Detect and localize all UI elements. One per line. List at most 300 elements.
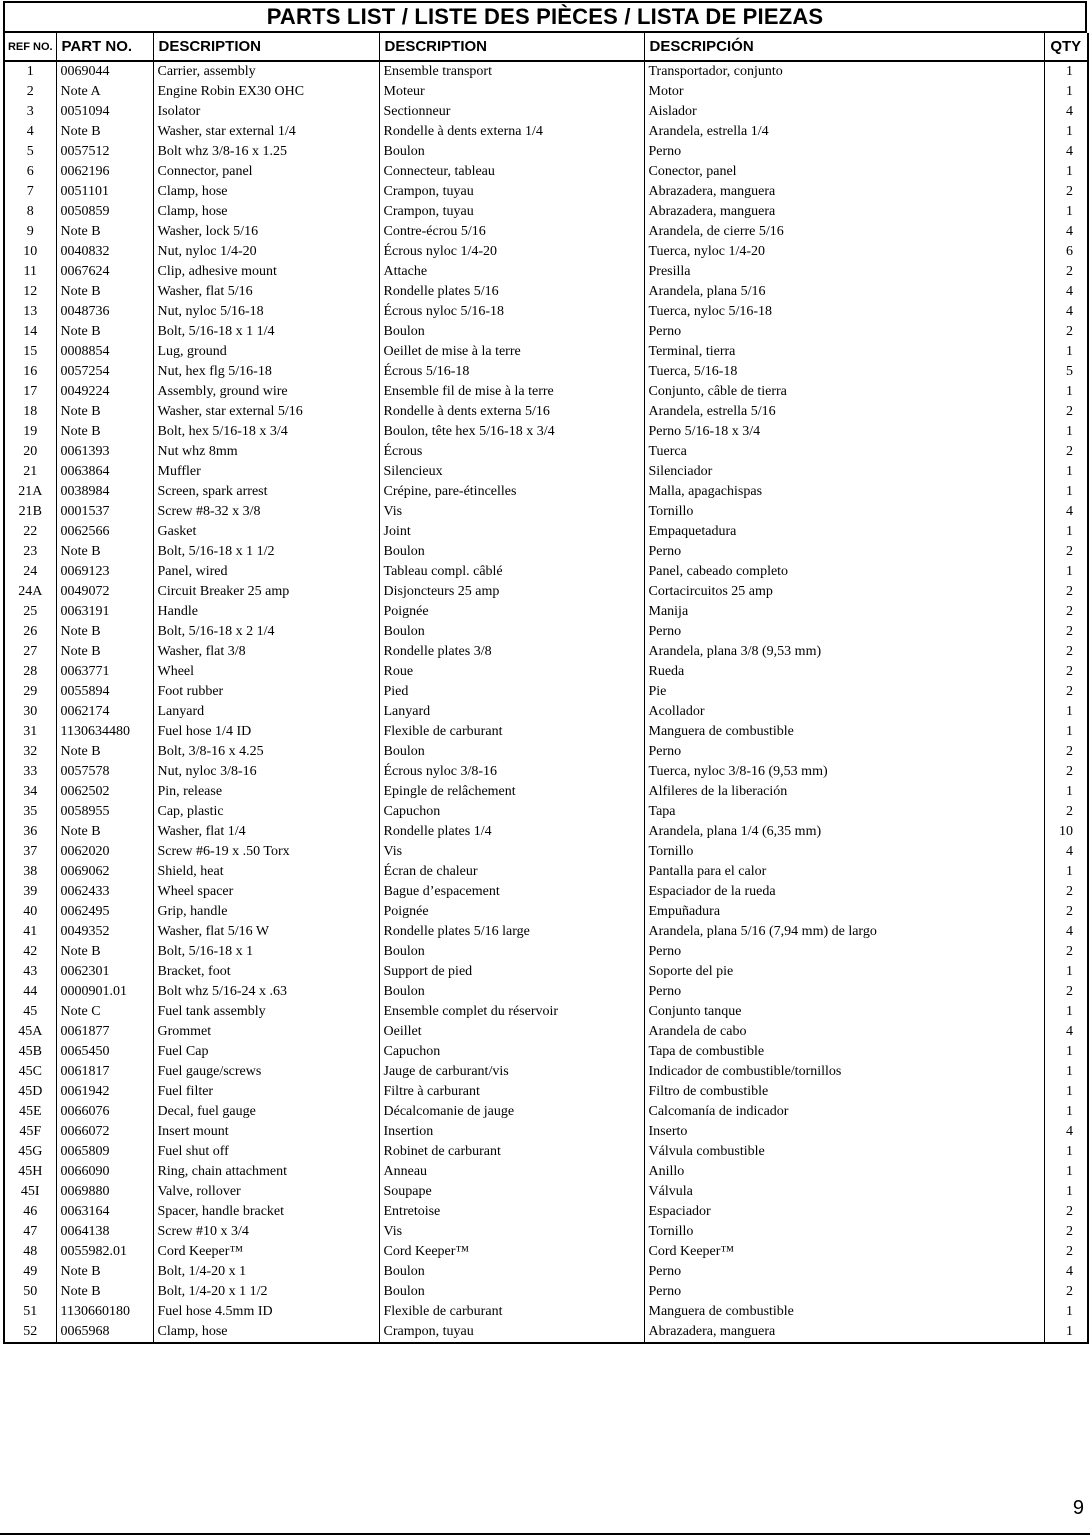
description-en-cell: Screw #6-19 x .50 Torx — [153, 842, 379, 862]
ref-no-cell: 7 — [4, 182, 56, 202]
description-en-cell: Bolt, 5/16-18 x 1 1/2 — [153, 542, 379, 562]
ref-no-cell: 45 — [4, 1002, 56, 1022]
description-en-cell: Bolt, 5/16-18 x 2 1/4 — [153, 622, 379, 642]
description-fr-cell: Oeillet — [379, 1022, 644, 1042]
part-no-cell: 0063191 — [56, 602, 153, 622]
ref-no-cell: 13 — [4, 302, 56, 322]
description-fr-cell: Anneau — [379, 1162, 644, 1182]
description-es-cell: Motor — [644, 82, 1044, 102]
description-es-cell: Perno — [644, 742, 1044, 762]
table-row — [4, 1222, 1088, 1242]
description-fr-cell: Entretoise — [379, 1202, 644, 1222]
footer-rule — [0, 1533, 1090, 1535]
description-en-cell: Spacer, handle bracket — [153, 1202, 379, 1222]
qty-cell: 1 — [1044, 782, 1088, 802]
description-es-cell: Arandela, plana 5/16 (7,94 mm) de largo — [644, 922, 1044, 942]
table-row — [4, 1062, 1088, 1082]
ref-no-cell: 15 — [4, 342, 56, 362]
table-row — [4, 1322, 1088, 1343]
qty-cell: 2 — [1044, 942, 1088, 962]
part-no-cell: Note B — [56, 422, 153, 442]
part-no-cell: 1130660180 — [56, 1302, 153, 1322]
table-row — [4, 362, 1088, 382]
table-row — [4, 1162, 1088, 1182]
description-es-cell: Arandela, plana 3/8 (9,53 mm) — [644, 642, 1044, 662]
part-no-cell: 0057512 — [56, 142, 153, 162]
ref-no-cell: 21A — [4, 482, 56, 502]
description-es-cell: Silenciador — [644, 462, 1044, 482]
table-row — [4, 1022, 1088, 1042]
table-row — [4, 182, 1088, 202]
description-en-cell: Pin, release — [153, 782, 379, 802]
table-row — [4, 282, 1088, 302]
ref-no-cell: 39 — [4, 882, 56, 902]
description-es-cell: Soporte del pie — [644, 962, 1044, 982]
description-en-cell: Bolt, hex 5/16-18 x 3/4 — [153, 422, 379, 442]
part-no-cell: Note B — [56, 1282, 153, 1302]
qty-cell: 1 — [1044, 562, 1088, 582]
qty-cell: 1 — [1044, 722, 1088, 742]
description-en-cell: Clip, adhesive mount — [153, 262, 379, 282]
qty-cell: 1 — [1044, 1162, 1088, 1182]
qty-cell: 2 — [1044, 762, 1088, 782]
description-es-cell: Espaciador de la rueda — [644, 882, 1044, 902]
ref-no-cell: 45D — [4, 1082, 56, 1102]
ref-no-cell: 33 — [4, 762, 56, 782]
description-en-cell: Grip, handle — [153, 902, 379, 922]
description-en-cell: Engine Robin EX30 OHC — [153, 82, 379, 102]
table-row — [4, 1202, 1088, 1222]
description-es-cell: Perno — [644, 982, 1044, 1002]
table-row — [4, 302, 1088, 322]
part-no-cell: 0065809 — [56, 1142, 153, 1162]
qty-cell: 2 — [1044, 1242, 1088, 1262]
qty-cell: 2 — [1044, 402, 1088, 422]
qty-cell: 1 — [1044, 1322, 1088, 1343]
part-no-cell: 0069044 — [56, 61, 153, 82]
qty-cell: 1 — [1044, 1302, 1088, 1322]
part-no-cell: Note B — [56, 742, 153, 762]
table-row — [4, 762, 1088, 782]
table-row — [4, 1302, 1088, 1322]
qty-cell: 2 — [1044, 662, 1088, 682]
table-row — [4, 402, 1088, 422]
description-es-cell: Perno — [644, 622, 1044, 642]
table-row — [4, 862, 1088, 882]
ref-no-cell: 16 — [4, 362, 56, 382]
qty-cell: 2 — [1044, 1202, 1088, 1222]
qty-cell: 1 — [1044, 1142, 1088, 1162]
description-fr-cell: Soupape — [379, 1182, 644, 1202]
description-es-cell: Inserto — [644, 1122, 1044, 1142]
part-no-cell: 0062502 — [56, 782, 153, 802]
qty-cell: 2 — [1044, 1282, 1088, 1302]
table-row — [4, 142, 1088, 162]
description-en-cell: Wheel spacer — [153, 882, 379, 902]
page-number: 9 — [1072, 1497, 1084, 1519]
table-row — [4, 1042, 1088, 1062]
table-row — [4, 1182, 1088, 1202]
qty-cell: 2 — [1044, 682, 1088, 702]
description-fr-cell: Boulon — [379, 622, 644, 642]
qty-cell: 1 — [1044, 462, 1088, 482]
description-es-cell: Empuñadura — [644, 902, 1044, 922]
qty-cell: 1 — [1044, 162, 1088, 182]
qty-cell: 4 — [1044, 1122, 1088, 1142]
description-es-cell: Panel, cabeado completo — [644, 562, 1044, 582]
part-no-cell: 0062174 — [56, 702, 153, 722]
part-no-cell: Note B — [56, 1262, 153, 1282]
table-row — [4, 122, 1088, 142]
table-row — [4, 942, 1088, 962]
description-en-cell: Lanyard — [153, 702, 379, 722]
description-en-cell: Fuel filter — [153, 1082, 379, 1102]
part-no-cell: 0040832 — [56, 242, 153, 262]
description-fr-cell: Attache — [379, 262, 644, 282]
part-no-cell: 0062495 — [56, 902, 153, 922]
description-fr-cell: Écrous 5/16-18 — [379, 362, 644, 382]
ref-no-cell: 46 — [4, 1202, 56, 1222]
ref-no-cell: 24 — [4, 562, 56, 582]
description-fr-cell: Jauge de carburant/vis — [379, 1062, 644, 1082]
description-es-cell: Calcomanía de indicador — [644, 1102, 1044, 1122]
ref-no-cell: 28 — [4, 662, 56, 682]
description-en-cell: Insert mount — [153, 1122, 379, 1142]
description-en-cell: Fuel shut off — [153, 1142, 379, 1162]
qty-cell: 1 — [1044, 962, 1088, 982]
description-es-cell: Arandela, estrella 5/16 — [644, 402, 1044, 422]
qty-cell: 4 — [1044, 1262, 1088, 1282]
qty-cell: 4 — [1044, 282, 1088, 302]
description-es-cell: Perno 5/16-18 x 3/4 — [644, 422, 1044, 442]
description-fr-cell: Décalcomanie de jauge — [379, 1102, 644, 1122]
table-row — [4, 342, 1088, 362]
part-no-cell: 0058955 — [56, 802, 153, 822]
description-es-cell: Manguera de combustible — [644, 722, 1044, 742]
qty-cell: 2 — [1044, 622, 1088, 642]
description-en-cell: Valve, rollover — [153, 1182, 379, 1202]
description-es-cell: Conjunto, câble de tierra — [644, 382, 1044, 402]
header-description-en: DESCRIPTION — [153, 33, 379, 61]
qty-cell: 1 — [1044, 382, 1088, 402]
part-no-cell: 0050859 — [56, 202, 153, 222]
qty-cell: 2 — [1044, 982, 1088, 1002]
table-row — [4, 522, 1088, 542]
description-fr-cell: Flexible de carburant — [379, 1302, 644, 1322]
qty-cell: 2 — [1044, 182, 1088, 202]
qty-cell: 2 — [1044, 442, 1088, 462]
description-fr-cell: Sectionneur — [379, 102, 644, 122]
part-no-cell: 0048736 — [56, 302, 153, 322]
description-fr-cell: Boulon — [379, 1282, 644, 1302]
description-fr-cell: Boulon — [379, 322, 644, 342]
qty-cell: 1 — [1044, 1102, 1088, 1122]
description-fr-cell: Crampon, tuyau — [379, 182, 644, 202]
table-row — [4, 822, 1088, 842]
description-fr-cell: Boulon — [379, 982, 644, 1002]
qty-cell: 5 — [1044, 362, 1088, 382]
description-fr-cell: Vis — [379, 842, 644, 862]
description-en-cell: Fuel Cap — [153, 1042, 379, 1062]
part-no-cell: Note B — [56, 322, 153, 342]
ref-no-cell: 32 — [4, 742, 56, 762]
description-es-cell: Tuerca, nyloc 1/4-20 — [644, 242, 1044, 262]
part-no-cell: Note A — [56, 82, 153, 102]
part-no-cell: 0062566 — [56, 522, 153, 542]
description-en-cell: Handle — [153, 602, 379, 622]
description-fr-cell: Écrous nyloc 5/16-18 — [379, 302, 644, 322]
description-fr-cell: Ensemble complet du réservoir — [379, 1002, 644, 1022]
description-en-cell: Muffler — [153, 462, 379, 482]
qty-cell: 2 — [1044, 542, 1088, 562]
description-es-cell: Acollador — [644, 702, 1044, 722]
part-no-cell: 0064138 — [56, 1222, 153, 1242]
qty-cell: 2 — [1044, 882, 1088, 902]
qty-cell: 4 — [1044, 102, 1088, 122]
ref-no-cell: 37 — [4, 842, 56, 862]
description-es-cell: Anillo — [644, 1162, 1044, 1182]
table-row — [4, 222, 1088, 242]
description-en-cell: Bracket, foot — [153, 962, 379, 982]
table-row — [4, 742, 1088, 762]
page-title: PARTS LIST / LISTE DES PIÈCES / LISTA DE PIEZAS — [266, 4, 824, 29]
qty-cell: 1 — [1044, 862, 1088, 882]
part-no-cell: Note B — [56, 222, 153, 242]
description-es-cell: Conector, panel — [644, 162, 1044, 182]
description-es-cell: Perno — [644, 942, 1044, 962]
description-fr-cell: Poignée — [379, 902, 644, 922]
description-es-cell: Cortacircuitos 25 amp — [644, 582, 1044, 602]
description-fr-cell: Rondelle à dents externa 5/16 — [379, 402, 644, 422]
part-no-cell: 0000901.01 — [56, 982, 153, 1002]
ref-no-cell: 22 — [4, 522, 56, 542]
description-en-cell: Bolt, 5/16-18 x 1 — [153, 942, 379, 962]
parts-list-sheet — [3, 1, 1087, 1344]
description-fr-cell: Crépine, pare-étincelles — [379, 482, 644, 502]
description-es-cell: Válvula combustible — [644, 1142, 1044, 1162]
description-fr-cell: Capuchon — [379, 1042, 644, 1062]
ref-no-cell: 4 — [4, 122, 56, 142]
description-fr-cell: Vis — [379, 1222, 644, 1242]
description-fr-cell: Rondelle à dents externa 1/4 — [379, 122, 644, 142]
part-no-cell: 0066076 — [56, 1102, 153, 1122]
description-fr-cell: Écran de chaleur — [379, 862, 644, 882]
description-fr-cell: Ensemble fil de mise à la terre — [379, 382, 644, 402]
description-es-cell: Perno — [644, 1282, 1044, 1302]
description-es-cell: Abrazadera, manguera — [644, 202, 1044, 222]
description-fr-cell: Silencieux — [379, 462, 644, 482]
header-row — [4, 33, 1088, 61]
description-en-cell: Nut, hex flg 5/16-18 — [153, 362, 379, 382]
description-fr-cell: Poignée — [379, 602, 644, 622]
part-no-cell: Note B — [56, 282, 153, 302]
description-es-cell: Tapa de combustible — [644, 1042, 1044, 1062]
table-row — [4, 962, 1088, 982]
description-en-cell: Gasket — [153, 522, 379, 542]
description-es-cell: Tornillo — [644, 502, 1044, 522]
ref-no-cell: 45H — [4, 1162, 56, 1182]
description-es-cell: Empaquetadura — [644, 522, 1044, 542]
ref-no-cell: 47 — [4, 1222, 56, 1242]
description-fr-cell: Roue — [379, 662, 644, 682]
parts-table — [3, 33, 1089, 1344]
ref-no-cell: 6 — [4, 162, 56, 182]
description-en-cell: Screw #8-32 x 3/8 — [153, 502, 379, 522]
description-fr-cell: Capuchon — [379, 802, 644, 822]
ref-no-cell: 45B — [4, 1042, 56, 1062]
table-row — [4, 1282, 1088, 1302]
description-fr-cell: Filtre à carburant — [379, 1082, 644, 1102]
description-en-cell: Circuit Breaker 25 amp — [153, 582, 379, 602]
ref-no-cell: 17 — [4, 382, 56, 402]
qty-cell: 1 — [1044, 1002, 1088, 1022]
ref-no-cell: 1 — [4, 61, 56, 82]
table-row — [4, 642, 1088, 662]
description-fr-cell: Flexible de carburant — [379, 722, 644, 742]
description-en-cell: Foot rubber — [153, 682, 379, 702]
description-es-cell: Tuerca — [644, 442, 1044, 462]
description-fr-cell: Robinet de carburant — [379, 1142, 644, 1162]
description-en-cell: Washer, flat 1/4 — [153, 822, 379, 842]
header-ref-no: REF NO. — [4, 33, 56, 61]
description-es-cell: Transportador, conjunto — [644, 61, 1044, 82]
table-row — [4, 1122, 1088, 1142]
description-fr-cell: Connecteur, tableau — [379, 162, 644, 182]
table-row — [4, 462, 1088, 482]
table-row — [4, 82, 1088, 102]
qty-cell: 4 — [1044, 1022, 1088, 1042]
description-en-cell: Clamp, hose — [153, 182, 379, 202]
qty-cell: 1 — [1044, 61, 1088, 82]
part-no-cell: Note B — [56, 402, 153, 422]
description-es-cell: Válvula — [644, 1182, 1044, 1202]
description-en-cell: Decal, fuel gauge — [153, 1102, 379, 1122]
table-row — [4, 802, 1088, 822]
description-fr-cell: Boulon — [379, 1262, 644, 1282]
description-en-cell: Nut, nyloc 5/16-18 — [153, 302, 379, 322]
description-es-cell: Aislador — [644, 102, 1044, 122]
qty-cell: 6 — [1044, 242, 1088, 262]
description-fr-cell: Écrous — [379, 442, 644, 462]
parts-table-body — [4, 61, 1088, 1343]
qty-cell: 2 — [1044, 1222, 1088, 1242]
part-no-cell: 0001537 — [56, 502, 153, 522]
qty-cell: 2 — [1044, 802, 1088, 822]
description-en-cell: Bolt, 1/4-20 x 1 — [153, 1262, 379, 1282]
part-no-cell: 0061817 — [56, 1062, 153, 1082]
ref-no-cell: 45I — [4, 1182, 56, 1202]
table-row — [4, 1262, 1088, 1282]
ref-no-cell: 45F — [4, 1122, 56, 1142]
description-es-cell: Perno — [644, 322, 1044, 342]
description-en-cell: Fuel hose 4.5mm ID — [153, 1302, 379, 1322]
ref-no-cell: 20 — [4, 442, 56, 462]
part-no-cell: 0063864 — [56, 462, 153, 482]
part-no-cell: Note B — [56, 542, 153, 562]
description-en-cell: Fuel tank assembly — [153, 1002, 379, 1022]
part-no-cell: 0062433 — [56, 882, 153, 902]
ref-no-cell: 2 — [4, 82, 56, 102]
description-en-cell: Panel, wired — [153, 562, 379, 582]
ref-no-cell: 31 — [4, 722, 56, 742]
description-es-cell: Tornillo — [644, 1222, 1044, 1242]
ref-no-cell: 43 — [4, 962, 56, 982]
header-description-es: DESCRIPCIÓN — [644, 33, 1044, 61]
qty-cell: 4 — [1044, 302, 1088, 322]
ref-no-cell: 12 — [4, 282, 56, 302]
table-row — [4, 982, 1088, 1002]
description-en-cell: Cord Keeper™ — [153, 1242, 379, 1262]
ref-no-cell: 49 — [4, 1262, 56, 1282]
part-no-cell: 0049224 — [56, 382, 153, 402]
description-es-cell: Abrazadera, manguera — [644, 182, 1044, 202]
part-no-cell: 0038984 — [56, 482, 153, 502]
header-part-no: PART NO. — [56, 33, 153, 61]
description-en-cell: Shield, heat — [153, 862, 379, 882]
ref-no-cell: 45C — [4, 1062, 56, 1082]
table-row — [4, 202, 1088, 222]
part-no-cell: 0055982.01 — [56, 1242, 153, 1262]
qty-cell: 2 — [1044, 262, 1088, 282]
part-no-cell: 0063164 — [56, 1202, 153, 1222]
table-row — [4, 842, 1088, 862]
ref-no-cell: 8 — [4, 202, 56, 222]
ref-no-cell: 23 — [4, 542, 56, 562]
ref-no-cell: 26 — [4, 622, 56, 642]
part-no-cell: 0065450 — [56, 1042, 153, 1062]
description-en-cell: Nut, nyloc 1/4-20 — [153, 242, 379, 262]
description-fr-cell: Crampon, tuyau — [379, 1322, 644, 1343]
ref-no-cell: 34 — [4, 782, 56, 802]
part-no-cell: Note B — [56, 822, 153, 842]
table-row — [4, 582, 1088, 602]
description-en-cell: Screen, spark arrest — [153, 482, 379, 502]
table-row — [4, 602, 1088, 622]
description-fr-cell: Crampon, tuyau — [379, 202, 644, 222]
table-row — [4, 502, 1088, 522]
header-qty: QTY — [1044, 33, 1088, 61]
ref-no-cell: 41 — [4, 922, 56, 942]
description-en-cell: Carrier, assembly — [153, 61, 379, 82]
part-no-cell: 0069880 — [56, 1182, 153, 1202]
description-es-cell: Perno — [644, 542, 1044, 562]
table-row — [4, 242, 1088, 262]
table-row — [4, 382, 1088, 402]
description-es-cell: Cord Keeper™ — [644, 1242, 1044, 1262]
qty-cell: 1 — [1044, 1042, 1088, 1062]
description-en-cell: Cap, plastic — [153, 802, 379, 822]
description-en-cell: Washer, flat 5/16 W — [153, 922, 379, 942]
ref-no-cell: 10 — [4, 242, 56, 262]
title-box — [3, 1, 1087, 33]
description-fr-cell: Boulon, tête hex 5/16-18 x 3/4 — [379, 422, 644, 442]
description-fr-cell: Vis — [379, 502, 644, 522]
qty-cell: 10 — [1044, 822, 1088, 842]
table-row — [4, 902, 1088, 922]
ref-no-cell: 35 — [4, 802, 56, 822]
ref-no-cell: 51 — [4, 1302, 56, 1322]
ref-no-cell: 9 — [4, 222, 56, 242]
table-row — [4, 782, 1088, 802]
description-en-cell: Nut whz 8mm — [153, 442, 379, 462]
description-fr-cell: Epingle de relâchement — [379, 782, 644, 802]
part-no-cell: 0055894 — [56, 682, 153, 702]
qty-cell: 4 — [1044, 222, 1088, 242]
part-no-cell: 0065968 — [56, 1322, 153, 1343]
qty-cell: 1 — [1044, 522, 1088, 542]
qty-cell: 2 — [1044, 602, 1088, 622]
description-es-cell: Terminal, tierra — [644, 342, 1044, 362]
